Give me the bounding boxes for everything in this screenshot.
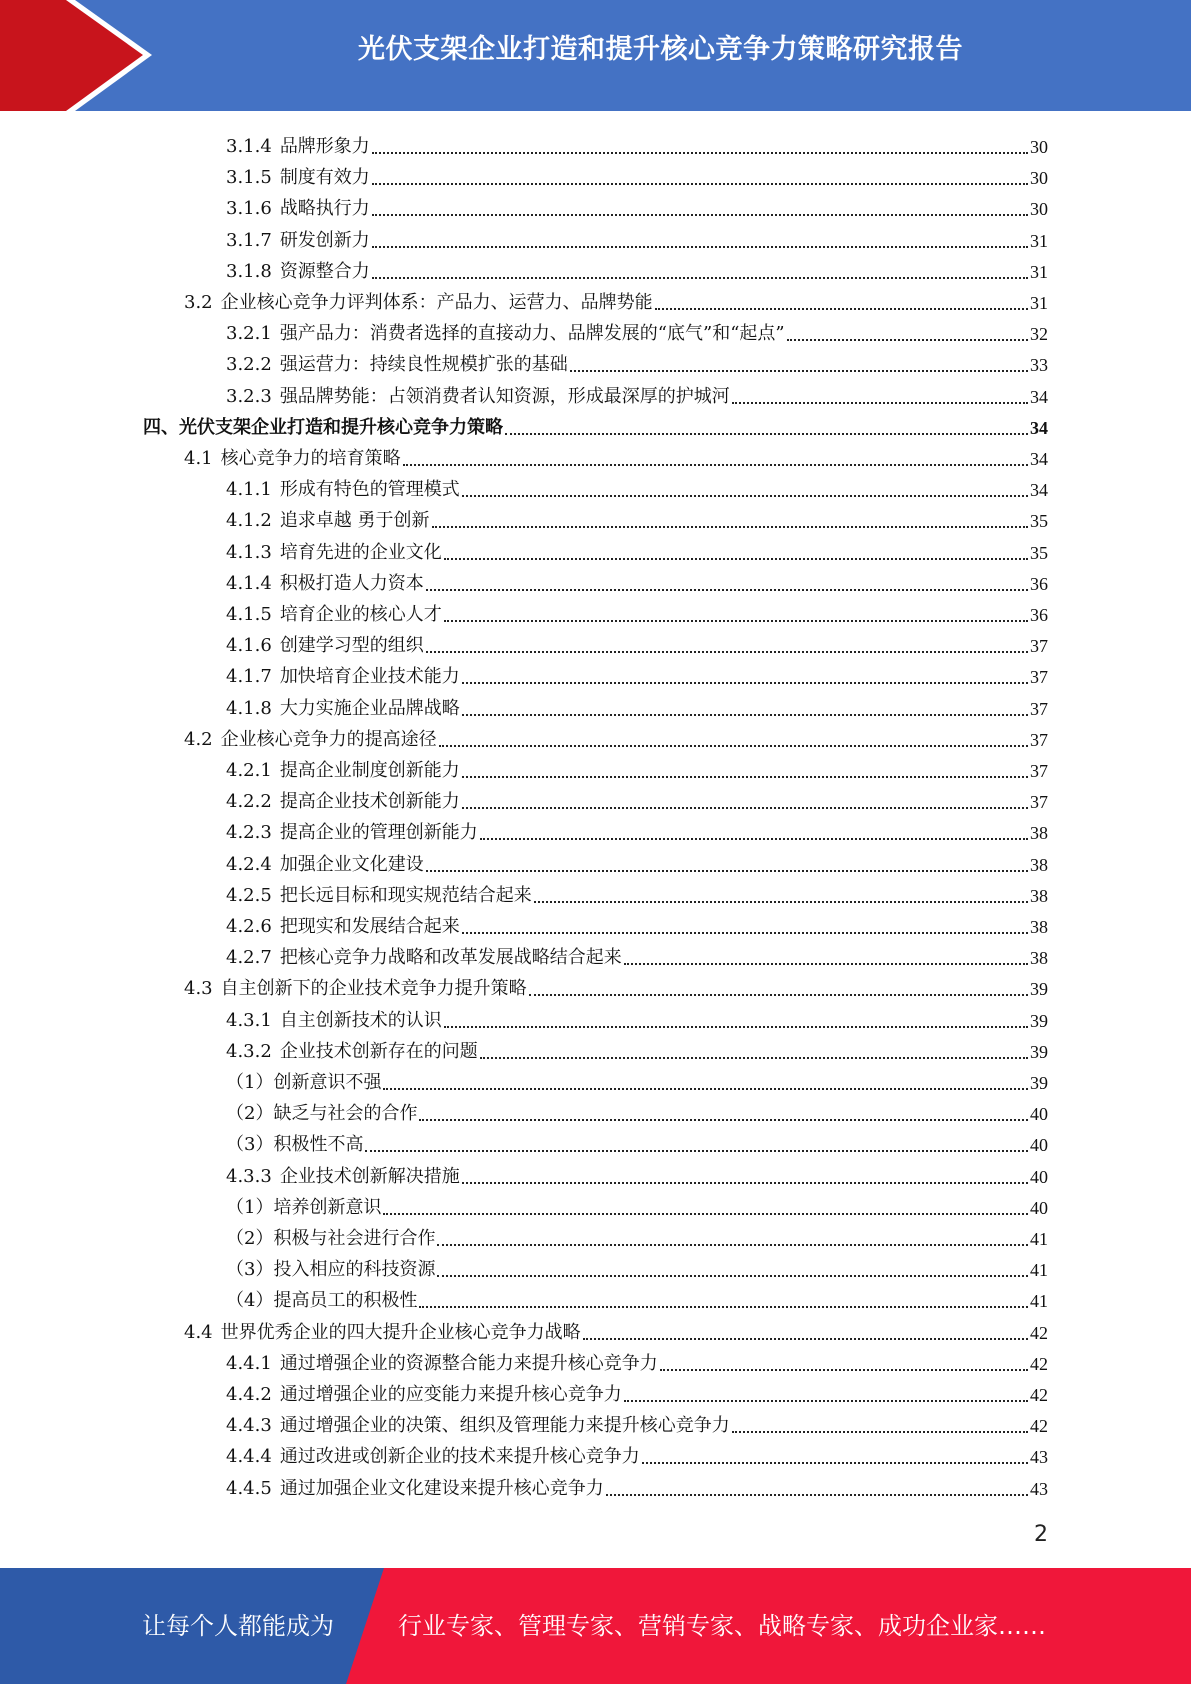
toc-entry[interactable] [226, 814, 1048, 845]
toc-entry[interactable] [226, 1002, 1048, 1033]
toc-entry-number: 4.4.5 [226, 1477, 272, 1499]
toc-dot-leader [437, 1244, 1028, 1246]
toc-entry-text: 培育先进的企业文化 [279, 541, 442, 563]
toc-dot-leader [480, 1057, 1028, 1059]
toc-entry[interactable] [226, 315, 1048, 346]
toc-entry-number: 4.4.2 [226, 1384, 272, 1405]
toc-entry-label [226, 166, 370, 190]
toc-entry-number: 3.1.6 [226, 198, 272, 220]
toc-entry-number: 3.2.2 [226, 354, 272, 376]
toc-entry-text: 培育企业的核心人才 [279, 604, 442, 625]
toc-dot-leader [426, 589, 1028, 591]
toc-entry-number: 4.2.1 [226, 760, 272, 781]
toc-dot-leader [403, 464, 1028, 466]
toc-entry-number: 4.2.7 [226, 947, 272, 969]
toc-entry[interactable] [226, 752, 1048, 783]
toc-entry-number: 4.1 [184, 448, 213, 469]
toc-entry-text: 提高企业技术创新能力 [279, 791, 460, 813]
toc-entry[interactable] [226, 658, 1048, 689]
toc-entry-page: 38 [1030, 823, 1048, 844]
toc-entry-label [184, 977, 527, 1001]
toc-entry-label [226, 1165, 460, 1189]
toc-entry-label [226, 1227, 435, 1251]
toc-entry[interactable] [226, 1251, 1048, 1282]
toc-entry-text: （1）培养创新意识 [226, 1196, 382, 1218]
toc-entry-page: 36 [1030, 573, 1048, 594]
toc-entry-page: 39 [1030, 1073, 1048, 1093]
toc-entry-text: 提高企业制度创新能力 [279, 760, 460, 781]
toc-entry-label [226, 1352, 658, 1376]
toc-entry-page: 31 [1030, 261, 1048, 282]
toc-entry-page: 42 [1030, 1353, 1048, 1374]
toc-entry-page: 34 [1030, 480, 1048, 501]
toc-entry-page: 34 [1030, 449, 1048, 469]
toc-entry[interactable] [226, 627, 1048, 658]
toc-entry[interactable] [226, 596, 1048, 627]
toc-entry-page: 40 [1030, 1135, 1048, 1156]
toc-entry[interactable] [226, 1126, 1048, 1157]
toc-entry-page: 34 [1030, 417, 1048, 438]
toc-entry-page: 39 [1030, 1041, 1048, 1062]
toc-entry[interactable] [226, 1345, 1048, 1376]
toc-dot-leader [444, 558, 1028, 560]
toc-entry-page: 38 [1030, 917, 1048, 937]
toc-entry[interactable] [226, 253, 1048, 284]
toc-entry-text: 加强企业文化建设 [279, 853, 424, 875]
toc-entry[interactable] [184, 284, 1048, 315]
toc-entry-page: 42 [1030, 1385, 1048, 1405]
toc-entry-text: 通过加强企业文化建设来提升核心竞争力 [279, 1477, 604, 1499]
toc-entry[interactable] [226, 1033, 1048, 1064]
toc-entry-text: 四、光伏支架企业打造和提升核心竞争力策略 [143, 416, 503, 438]
toc-entry-label [226, 759, 460, 783]
toc-entry-label [226, 478, 460, 502]
toc-entry-page: 38 [1030, 885, 1048, 906]
toc-entry-text: 强品牌势能：占领消费者认知资源，形成最深厚的护城河 [279, 385, 730, 407]
toc-dot-leader [365, 1150, 1028, 1152]
toc-entry-text: 企业技术创新存在的问题 [279, 1040, 478, 1062]
toc-entry-page: 37 [1030, 729, 1048, 750]
toc-entry-page: 41 [1030, 1291, 1048, 1312]
toc-entry-text: 积极打造人力资本 [279, 572, 424, 594]
toc-entry-label [226, 1071, 381, 1095]
toc-entry-number: 4.1.6 [226, 635, 272, 657]
toc-entry[interactable] [226, 1189, 1048, 1220]
toc-entry-text: 提高企业的管理创新能力 [279, 822, 478, 844]
toc-entry-label [226, 1133, 363, 1157]
toc-entry-number: 4.3.2 [226, 1040, 272, 1062]
toc-entry[interactable] [184, 970, 1048, 1001]
toc-dot-leader [534, 901, 1028, 903]
toc-entry-number: 4.2 [184, 728, 213, 750]
toc-entry[interactable] [226, 908, 1048, 939]
toc-entry[interactable] [143, 409, 1048, 440]
toc-entry-label [226, 541, 442, 565]
toc-entry-label [226, 1445, 640, 1469]
toc-dot-leader [642, 1462, 1028, 1464]
toc-entry[interactable] [226, 471, 1048, 502]
toc-entry[interactable] [226, 534, 1048, 565]
toc-entry-page: 38 [1030, 854, 1048, 875]
toc-entry-text: 把现实和发展结合起来 [279, 916, 460, 937]
toc-dot-leader [383, 1088, 1028, 1090]
toc-dot-leader [444, 620, 1028, 622]
toc-entry-number: 4.1.7 [226, 666, 272, 688]
toc-entry-page: 43 [1030, 1447, 1048, 1468]
toc-dot-leader [570, 370, 1028, 372]
toc-dot-leader [372, 277, 1028, 279]
toc-entry-text: 资源整合力 [279, 260, 370, 282]
toc-dot-leader [426, 651, 1028, 653]
toc-entry-label [226, 603, 442, 627]
toc-entry-label [226, 884, 532, 908]
toc-entry-number: 3.1.7 [226, 229, 272, 251]
toc-entry-label [226, 1009, 442, 1033]
toc-entry-page: 36 [1030, 605, 1048, 625]
report-title: 光伏支架企业打造和提升核心竞争力策略研究报告 [358, 34, 963, 65]
toc-entry-text: 通过增强企业的资源整合能力来提升核心竞争力 [279, 1352, 658, 1374]
toc-entry-label [226, 915, 460, 939]
toc-entry[interactable] [226, 783, 1048, 814]
toc-entry-label [226, 1040, 478, 1064]
toc-entry-number: 3.2.1 [226, 323, 272, 345]
footer-slogan-right: 行业专家、管理专家、营销专家、战略专家、成功企业家…… [398, 1612, 1046, 1640]
toc-entry-page: 33 [1030, 355, 1048, 376]
toc-entry-page: 41 [1030, 1260, 1048, 1281]
toc-entry-number: 4.3.3 [226, 1165, 272, 1187]
toc-entry-number: 4.4.1 [226, 1352, 272, 1374]
toc-entry-number: 4.3 [184, 978, 213, 1000]
toc-entry-label [226, 1102, 417, 1126]
toc-entry[interactable] [226, 939, 1048, 970]
toc-entry-text: 企业核心竞争力评判体系：产品力、运营力、品牌势能 [220, 292, 653, 313]
toc-entry[interactable] [226, 190, 1048, 221]
toc-entry-text: 研发创新力 [279, 229, 370, 251]
toc-entry-text: 核心竞争力的培育策略 [220, 448, 401, 469]
toc-dot-leader [444, 1026, 1028, 1028]
toc-entry[interactable] [226, 159, 1048, 190]
toc-dot-leader [732, 1431, 1028, 1433]
toc-entry-label [226, 821, 478, 845]
toc-dot-leader [583, 1338, 1028, 1340]
toc-entry[interactable] [184, 721, 1048, 752]
toc-entry-text: 形成有特色的管理模式 [279, 479, 460, 501]
toc-entry[interactable] [226, 1095, 1048, 1126]
toc-entry-label [184, 1321, 581, 1345]
toc-entry-label [184, 447, 401, 471]
toc-entry-page: 37 [1030, 667, 1048, 688]
toc-entry-page: 37 [1030, 761, 1048, 781]
toc-dot-leader [462, 495, 1028, 497]
toc-entry-page: 38 [1030, 948, 1048, 969]
toc-entry-page: 30 [1030, 168, 1048, 189]
toc-entry-number: 3.1.5 [226, 167, 272, 189]
toc-entry[interactable] [226, 128, 1048, 159]
toc-entry-number: 4.4 [184, 1321, 213, 1343]
toc-entry-page: 30 [1030, 199, 1048, 220]
toc-entry-number: 4.1.4 [226, 572, 272, 594]
toc-entry-number: 4.2.2 [226, 791, 272, 813]
header-banner [0, 0, 1191, 111]
toc-entry-page: 42 [1030, 1322, 1048, 1343]
toc-entry-label [143, 416, 503, 440]
toc-entry-text: 强运营力：持续良性规模扩张的基础 [279, 354, 568, 376]
toc-entry-number: 4.2.6 [226, 916, 272, 937]
toc-entry-label [226, 1289, 417, 1313]
toc-entry-label [226, 1414, 730, 1438]
toc-entry[interactable] [226, 1064, 1048, 1095]
footer-banner [0, 1568, 1191, 1684]
toc-entry-text: （2）缺乏与社会的合作 [226, 1103, 418, 1125]
toc-entry[interactable] [226, 1407, 1048, 1438]
toc-entry[interactable] [226, 1158, 1048, 1189]
toc-entry-number: 3.1.8 [226, 260, 272, 282]
toc-entry-label [226, 1196, 381, 1220]
toc-entry-number: 3.1.4 [226, 136, 272, 157]
toc-entry-label [226, 385, 730, 409]
toc-entry-number: 3.2.3 [226, 385, 272, 407]
toc-dot-leader [372, 246, 1028, 248]
toc-dot-leader [624, 1400, 1028, 1402]
toc-entry-text: （1）创新意识不强 [226, 1072, 382, 1093]
toc-entry-page: 35 [1030, 511, 1048, 532]
toc-entry[interactable] [226, 1282, 1048, 1313]
toc-dot-leader [529, 994, 1028, 996]
toc-entry-text: 创建学习型的组织 [279, 635, 424, 657]
toc-entry-text: 自主创新技术的认识 [279, 1009, 442, 1031]
toc-entry-label [226, 946, 622, 970]
toc-entry-label [226, 697, 460, 721]
toc-entry-page: 37 [1030, 636, 1048, 657]
toc-dot-leader [372, 183, 1028, 185]
toc-dot-leader [606, 1494, 1028, 1496]
toc-dot-leader [462, 682, 1028, 684]
toc-entry-page: 31 [1030, 230, 1048, 251]
toc-entry-text: （4）提高员工的积极性 [226, 1290, 418, 1312]
toc-entry-label [226, 322, 785, 346]
toc-entry[interactable] [226, 378, 1048, 409]
toc-dot-leader [383, 1213, 1028, 1215]
toc-entry-page: 30 [1030, 137, 1048, 157]
toc-entry-text: 追求卓越 勇于创新 [279, 510, 430, 532]
toc-entry[interactable] [226, 222, 1048, 253]
toc-entry-page: 39 [1030, 979, 1048, 1000]
toc-entry-number: 4.2.4 [226, 853, 272, 875]
page-number: 2 [1034, 1522, 1048, 1547]
toc-entry[interactable] [226, 690, 1048, 721]
toc-entry-number: 3.2 [184, 292, 213, 313]
toc-entry-text: 通过增强企业的决策、组织及管理能力来提升核心竞争力 [279, 1415, 730, 1437]
toc-dot-leader [439, 745, 1028, 747]
toc-dot-leader [437, 1275, 1028, 1277]
toc-entry-number: 4.1.5 [226, 604, 272, 625]
toc-entry-page: 43 [1030, 1478, 1048, 1499]
toc-entry-page: 31 [1030, 293, 1048, 313]
toc-entry-number: 4.2.5 [226, 884, 272, 906]
toc-entry-text: 把核心竞争力战略和改革发展战略结合起来 [279, 947, 622, 969]
toc-entry-label [226, 634, 424, 658]
toc-dot-leader [372, 152, 1028, 154]
toc-entry-label [226, 1383, 622, 1407]
toc-entry-page: 37 [1030, 698, 1048, 719]
toc-entry-text: 战略执行力 [279, 198, 370, 220]
toc-entry-page: 40 [1030, 1104, 1048, 1125]
toc-dot-leader [462, 1182, 1028, 1184]
toc-entry-label [226, 853, 424, 877]
toc-dot-leader [462, 932, 1028, 934]
toc-entry-text: 自主创新下的企业技术竞争力提升策略 [220, 978, 527, 1000]
toc-entry-label [226, 509, 430, 533]
toc-entry-text: 企业核心竞争力的提高途径 [220, 728, 437, 750]
toc-dot-leader [419, 1306, 1028, 1308]
toc-entry[interactable] [184, 440, 1048, 471]
toc-entry-number: 4.4.4 [226, 1446, 272, 1468]
toc-entry-label [226, 229, 370, 253]
toc-entry-number: 4.3.1 [226, 1009, 272, 1031]
toc-entry-page: 42 [1030, 1416, 1048, 1437]
toc-entry-text: 通过增强企业的应变能力来提升核心竞争力 [279, 1384, 622, 1405]
toc-dot-leader [505, 433, 1028, 435]
footer-slogan-left: 让每个人都能成为 [142, 1612, 334, 1640]
toc-entry-label [226, 260, 370, 284]
toc-entry[interactable] [226, 1376, 1048, 1407]
toc-entry-label [226, 572, 424, 596]
toc-entry-label [184, 728, 437, 752]
toc-entry-number: 4.4.3 [226, 1415, 272, 1437]
toc-entry-page: 41 [1030, 1229, 1048, 1249]
toc-entry-number: 4.1.3 [226, 541, 272, 563]
toc-dot-leader [787, 339, 1028, 341]
toc-entry[interactable] [226, 346, 1048, 377]
toc-entry-label [226, 665, 460, 689]
toc-entry-text: 世界优秀企业的四大提升企业核心竞争力战略 [220, 1321, 581, 1343]
toc-entry[interactable] [226, 877, 1048, 908]
toc-entry-page: 40 [1030, 1166, 1048, 1187]
toc-dot-leader [372, 214, 1028, 216]
toc-dot-leader [655, 308, 1028, 310]
toc-entry-text: 企业技术创新解决措施 [279, 1165, 460, 1187]
toc-entry[interactable] [226, 1438, 1048, 1469]
toc-entry[interactable] [226, 1220, 1048, 1251]
toc-entry-number: 4.1.2 [226, 510, 272, 532]
toc-entry[interactable] [226, 846, 1048, 877]
toc-dot-leader [462, 714, 1028, 716]
toc-dot-leader [480, 838, 1028, 840]
toc-entry-text: 通过改进或创新企业的技术来提升核心竞争力 [279, 1446, 640, 1468]
toc-entry[interactable] [226, 502, 1048, 533]
toc-entry-number: 4.1.1 [226, 479, 272, 501]
toc-entry-text: 加快培育企业技术能力 [279, 666, 460, 688]
toc-entry-label [226, 197, 370, 221]
toc-entry-label [226, 1258, 435, 1282]
toc-entry-text: （3）积极性不高 [226, 1134, 364, 1156]
toc-entry-page: 35 [1030, 542, 1048, 563]
toc-entry-number: 4.1.8 [226, 697, 272, 719]
toc-entry-page: 39 [1030, 1010, 1048, 1031]
toc-entry-page: 40 [1030, 1197, 1048, 1218]
toc-entry-text: （2）积极与社会进行合作 [226, 1228, 436, 1249]
toc-entry-page: 32 [1030, 324, 1048, 345]
toc-entry-text: 制度有效力 [279, 167, 370, 189]
toc-entry-label [184, 291, 653, 315]
toc-entry-page: 37 [1030, 792, 1048, 813]
toc-entry-page: 34 [1030, 386, 1048, 407]
toc-entry-text: （3）投入相应的科技资源 [226, 1259, 436, 1281]
toc-dot-leader [462, 776, 1028, 778]
toc-entry-label [226, 790, 460, 814]
header-arrow [0, 0, 143, 111]
toc-entry-text: 把长远目标和现实规范结合起来 [279, 884, 532, 906]
toc-dot-leader [462, 807, 1028, 809]
toc-dot-leader [419, 1119, 1028, 1121]
toc-entry-text: 强产品力：消费者选择的直接动力、品牌发展的“底气”和“起点” [279, 323, 785, 345]
toc-entry-text: 大力实施企业品牌战略 [279, 697, 460, 719]
toc-entry-label [226, 135, 370, 159]
toc-entry[interactable] [226, 1470, 1048, 1501]
toc-entry-number: 4.2.3 [226, 822, 272, 844]
toc-dot-leader [624, 963, 1028, 965]
toc-entry[interactable] [184, 1314, 1048, 1345]
toc-dot-leader [660, 1369, 1028, 1371]
toc-dot-leader [426, 870, 1028, 872]
toc-entry-text: 品牌形象力 [279, 136, 370, 157]
toc-entry-label [226, 353, 568, 377]
toc-dot-leader [732, 402, 1028, 404]
toc-entry-label [226, 1477, 604, 1501]
toc-dot-leader [432, 526, 1028, 528]
toc-entry[interactable] [226, 565, 1048, 596]
